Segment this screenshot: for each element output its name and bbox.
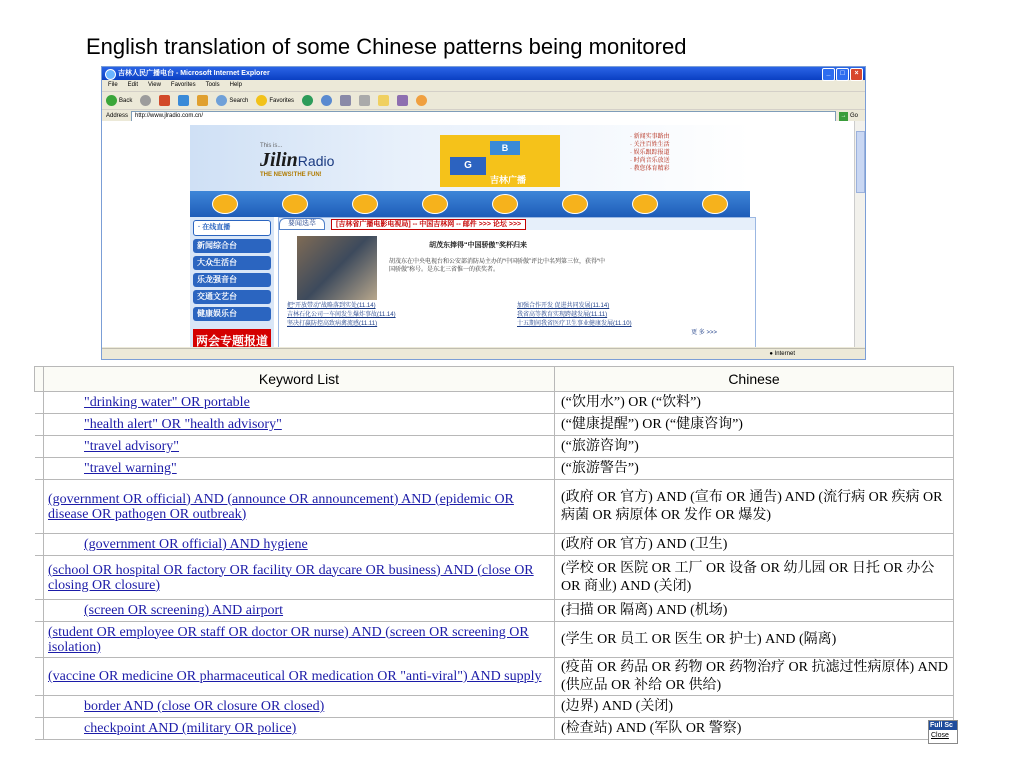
news-link[interactable]: 把“开放带动”战略落到实处(11.14) [287,303,376,309]
nav-button[interactable] [422,194,448,214]
chinese-cell: (“旅游咨询”) [555,436,954,458]
chinese-cell: (“饮用水”) OR (“饮料”) [555,392,954,414]
banner-feature: · 教您体育精彩 [630,166,670,172]
nav-button[interactable] [282,194,308,214]
address-input[interactable]: http://www.jlradio.com.cn/ [131,111,836,122]
news-headline[interactable]: 胡茂东捧得“中国骄傲”奖杯归来 [429,242,527,249]
chinese-cell: (政府 OR 官方) AND (卫生) [555,534,954,556]
news-link[interactable]: 我省高等教育实现跨越发展(11.11) [517,312,608,318]
news-row [287,311,747,320]
search-button[interactable] [216,95,248,106]
messenger-icon[interactable] [416,95,427,106]
keyword-cell[interactable]: (school OR hospital OR factory OR facility OR daycare OR business) AND (close OR closing OR closure) [44,556,555,600]
search-icon [216,95,227,106]
news-row [287,302,747,311]
discuss-icon[interactable] [397,95,408,106]
slide-title: English translation of some Chinese patterns being monitored [86,34,687,59]
news-link[interactable]: 加强合作开发 促进共同发展(11.14) [517,303,610,309]
logo-jilin-text: Jilin [260,149,298,171]
table-row [35,718,954,740]
star-icon [256,95,267,106]
banner-feature: · 新闻实事路由 [630,134,670,140]
chinese-cell: (学校 OR 医院 OR 工厂 OR 设备 OR 幼儿园 OR 日托 OR 办公 OR 商业) AND (关闭) [555,556,954,600]
search-label: Search [229,97,249,104]
bureau-link-strip[interactable]: [吉林省广播电影电视局] -- 中国吉林网 -- 邮件 >>> 论坛 >>> [331,219,526,230]
back-arrow-icon [106,95,117,106]
chinese-cell: (“旅游警告”) [555,458,954,480]
banner-feature-list [630,133,740,173]
keyword-list-header: Keyword List [44,367,555,392]
print-icon[interactable] [359,95,370,106]
menu-view[interactable]: View [148,82,161,88]
banner-feature: · 关注百姓生活 [630,142,670,148]
address-label: Address [106,113,129,119]
menu-file[interactable]: File [108,82,118,88]
home-icon[interactable] [197,95,208,106]
go-label: Go [850,113,859,119]
news-row [287,320,747,329]
close-fullscreen-button[interactable]: Close [931,732,949,739]
news-link[interactable]: 十五期间我省医疗卫生事业健康发展(11.10) [517,321,632,327]
zone-label: Internet [774,351,795,357]
headline-news-panel [278,217,756,347]
sidebar-item-station[interactable]: 大众生活台 [193,256,271,270]
go-arrow-icon: → [840,112,847,119]
menu-help[interactable]: Help [229,82,242,88]
go-button[interactable] [839,112,858,121]
logo-small-text: This is... [260,143,283,149]
keyword-cell[interactable]: "drinking water" OR portable [44,392,555,414]
menu-bar [102,80,865,92]
ie-logo-icon [105,69,116,80]
site-nav-row [190,191,750,217]
nav-button[interactable] [702,194,728,214]
security-zone: ● Internet [769,351,795,357]
gb-b-letter: B [490,141,520,155]
keyword-cell[interactable]: (student OR employee OR staff OR doctor OR nurse) AND (screen OR screening OR isolation) [44,622,555,658]
table-row [35,458,954,480]
keyword-cell[interactable]: (vaccine OR medicine OR pharmaceutical OR medication OR "anti-viral") AND supply [44,658,555,696]
minimize-button[interactable]: _ [822,68,835,81]
table-row [35,414,954,436]
maximize-button[interactable]: □ [836,68,849,81]
logo-radio-text: Radio [297,153,335,169]
keyword-cell[interactable]: border AND (close OR closure OR closed) [44,696,555,718]
nav-button[interactable] [492,194,518,214]
site-banner [190,125,750,191]
back-button[interactable] [106,95,132,106]
more-link[interactable]: 更 多 >>> [691,330,717,336]
keyword-cell[interactable]: "travel advisory" [44,436,555,458]
table-header-row [35,367,954,392]
browser-toolbar [102,92,865,110]
chinese-cell: (扫描 OR 隔离) AND (机场) [555,600,954,622]
keyword-table [34,366,954,740]
forward-arrow-icon[interactable] [140,95,151,106]
news-link[interactable]: 吉林石化公司一车间发生爆炸事故(11.14) [287,312,396,318]
table-row [35,556,954,600]
id-column-header [35,367,44,392]
keyword-cell[interactable]: checkpoint AND (military OR police) [44,718,555,740]
news-summary: 胡茂东在中央电视台和公安部消防局主办的“中国骄傲”评比中名列第三位，获得“中国骄傲”称号。是东北三省惟一的获奖者。 [389,259,605,273]
stop-icon[interactable] [159,95,170,106]
mail-icon[interactable] [340,95,351,106]
banner-feature: · 时尚音乐放送 [630,158,670,164]
nav-button[interactable] [212,194,238,214]
keyword-cell[interactable]: (screen OR screening) AND airport [44,600,555,622]
chinese-header: Chinese [555,367,954,392]
table-row [35,436,954,458]
sidebar-item-station[interactable]: 新闻综合台 [193,239,271,253]
menu-favorites[interactable]: Favorites [170,82,196,88]
window-title: 吉林人民广播电台 - Microsoft Internet Explorer [118,70,270,77]
close-button[interactable]: × [850,68,863,81]
table-row [35,600,954,622]
gb-g-letter: G [450,157,486,175]
keyword-cell[interactable]: (government OR official) AND (announce OR announcement) AND (epidemic OR disease OR pathogen OR outbreak) [44,480,555,534]
scrollbar-thumb[interactable] [856,131,865,193]
favorites-label: Favorites [269,97,295,104]
vertical-scrollbar[interactable] [854,121,865,347]
favorites-button[interactable] [256,95,294,106]
table-row [35,392,954,414]
chinese-cell: (学生 OR 员工 OR 医生 OR 护士) AND (隔离) [555,622,954,658]
nav-button[interactable] [562,194,588,214]
edit-icon[interactable] [378,95,389,106]
sidebar-item-station[interactable]: 交通文艺台 [193,290,271,304]
chinese-cell: (疫苗 OR 药品 OR 药物 OR 药物治疗 OR 抗滤过性病原体) AND (供应品 OR 补给 OR 供给) [555,658,954,696]
news-photo[interactable] [297,236,377,300]
table-row [35,534,954,556]
page-viewport [102,121,854,347]
chinese-cell: (政府 OR 官方) AND (宣布 OR 通告) AND (流行病 OR 疾病 OR 病菌 OR 病原体 OR 发作 OR 爆发) [555,480,954,534]
site-logo[interactable] [260,143,390,183]
nav-button[interactable] [632,194,658,214]
menu-tools[interactable]: Tools [205,82,220,88]
back-label: Back [119,97,133,104]
news-link[interactable]: 坚决打赢防控高致病禽流感(11.11) [287,321,378,327]
browser-window [101,66,866,360]
table-row [35,480,954,534]
history-icon[interactable] [321,95,332,106]
sidebar-item-station[interactable]: 健康娱乐台 [193,307,271,321]
refresh-icon[interactable] [178,95,189,106]
two-sessions-banner[interactable]: 两会专题报道 [193,329,271,347]
table-row [35,622,954,658]
site-sidebar [190,217,274,347]
status-bar [102,348,865,359]
news-link-list [287,302,747,338]
keyword-cell[interactable]: "travel warning" [44,458,555,480]
tab-top-news[interactable]: 要闻选萃 [279,218,325,230]
menu-edit[interactable]: Edit [127,82,139,88]
media-icon[interactable] [302,95,313,106]
window-titlebar [102,67,865,80]
news-tabstrip [279,218,755,230]
fullscreen-widget [928,720,958,744]
chinese-cell: (边界) AND (关闭) [555,696,954,718]
live-broadcast-heading[interactable]: · 在线直播 [193,220,271,236]
gb-chinese-label: 吉林广播 [490,175,527,185]
keyword-cell[interactable]: "health alert" OR "health advisory" [44,414,555,436]
sidebar-item-station[interactable]: 乐龙强音台 [193,273,271,287]
table-row [35,658,954,696]
nav-button[interactable] [352,194,378,214]
logo-slogan: THE NEWS!THE FUN! [260,172,322,178]
table-row [35,696,954,718]
keyword-cell[interactable]: (government OR official) AND hygiene [44,534,555,556]
banner-feature: · 娱乐跟踪报道 [630,150,670,156]
chinese-cell: (“健康提醒”) OR (“健康咨询”) [555,414,954,436]
fullscreen-label: Full Sc [929,721,957,730]
chinese-cell: (检查站) AND (军队 OR 警察) [555,718,954,740]
